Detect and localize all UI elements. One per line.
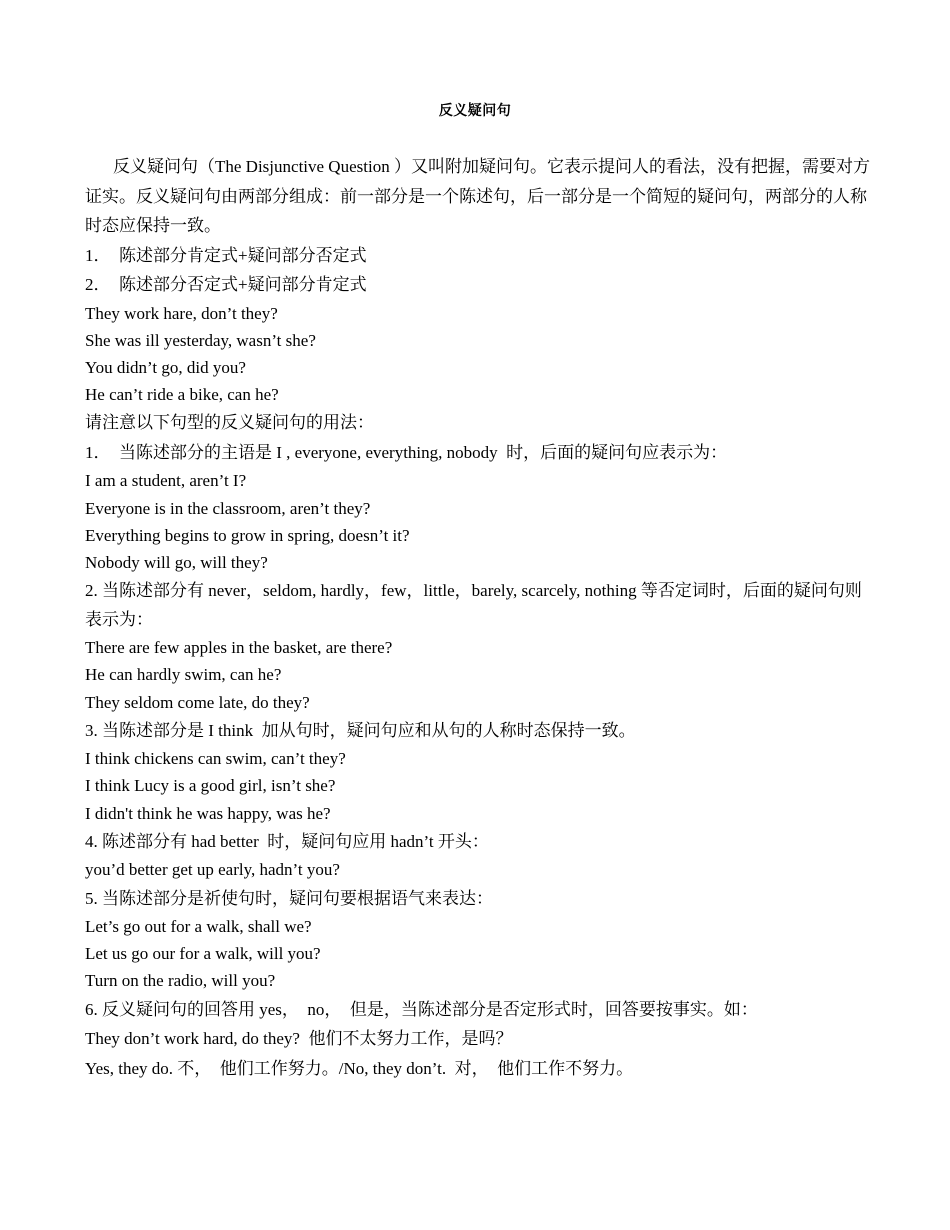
usage-rule-3: 3. 当陈述部分是 I think 加从句时，疑问句应和从句的人称时态保持一致。 bbox=[85, 720, 636, 740]
example-line: He can’t ride a bike, can he? bbox=[85, 385, 279, 405]
example-line: You didn’t go, did you? bbox=[85, 357, 246, 377]
example-line: He can hardly swim, can he? bbox=[85, 665, 282, 685]
example-line: Let’s go out for a walk, shall we? bbox=[85, 917, 312, 937]
rule-2: 2． 陈述部分否定式+疑问部分肯定式 bbox=[85, 275, 367, 294]
section-note: 请注意以下句型的反义疑问句的用法： bbox=[85, 413, 374, 433]
intro-paragraph: 反义疑问句（The Disjunctive Question ）又叫附加疑问句。它表示提问人的看法，没有把握，需要对方证实。反义疑问句由两部分组成：前一部分是一个陈述句，后一部分是一个简短的疑问句，两部分的人称时态应保持一致。 bbox=[85, 157, 870, 235]
example-line: She was ill yesterday, wasn’t she? bbox=[85, 330, 316, 350]
example-line: They don’t work hard, do they? 他们不太努力工作，是吗？ bbox=[85, 1029, 513, 1049]
document-body bbox=[85, 152, 870, 1083]
example-line: There are few apples in the basket, are there? bbox=[85, 638, 393, 658]
example-line: Everyone is in the classroom, aren’t they? bbox=[85, 498, 371, 518]
usage-rule-5: 5. 当陈述部分是祈使句时，疑问句要根据语气来表达： bbox=[85, 888, 493, 908]
usage-rule-4: 4. 陈述部分有 had better 时，疑问句应用 hadn’t 开头： bbox=[85, 831, 489, 851]
usage-rule-2: 2. 当陈述部分有 never，seldom, hardly，few，little，barely, scarcely, nothing 等否定词时，后面的疑问句则表示为： bbox=[85, 581, 862, 630]
example-line: They work hare, don’t they? bbox=[85, 303, 278, 323]
example-line: They seldom come late, do they? bbox=[85, 692, 310, 712]
example-line: you’d better get up early, hadn’t you? bbox=[85, 860, 340, 880]
example-line: I think chickens can swim, can’t they? bbox=[85, 749, 346, 769]
usage-rule-6: 6. 反义疑问句的回答用 yes， no， 但是，当陈述部分是否定形式时，回答要按事实。如： bbox=[85, 999, 758, 1019]
rule-1: 1． 陈述部分肯定式+疑问部分否定式 bbox=[85, 245, 367, 265]
document-title: 反义疑问句 bbox=[438, 103, 512, 119]
example-line: I am a student, aren’t I? bbox=[85, 471, 247, 491]
example-line: I didn't think he was happy, was he? bbox=[85, 803, 331, 823]
example-line: Everything begins to grow in spring, doesn’t it? bbox=[85, 525, 410, 545]
example-line: Turn on the radio, will you? bbox=[85, 971, 276, 991]
example-line: Nobody will go, will they? bbox=[85, 552, 268, 572]
example-line: Let us go our for a walk, will you? bbox=[85, 944, 321, 964]
usage-rule-1: 1． 当陈述部分的主语是 I , everyone, everything, nobody 时，后面的疑问句应表示为： bbox=[85, 442, 728, 462]
example-line: Yes, they do. 不， 他们工作努力。/No, they don’t. 对， 他们工作不努力。 bbox=[85, 1058, 634, 1078]
example-line: I think Lucy is a good girl, isn’t she? bbox=[85, 776, 336, 796]
